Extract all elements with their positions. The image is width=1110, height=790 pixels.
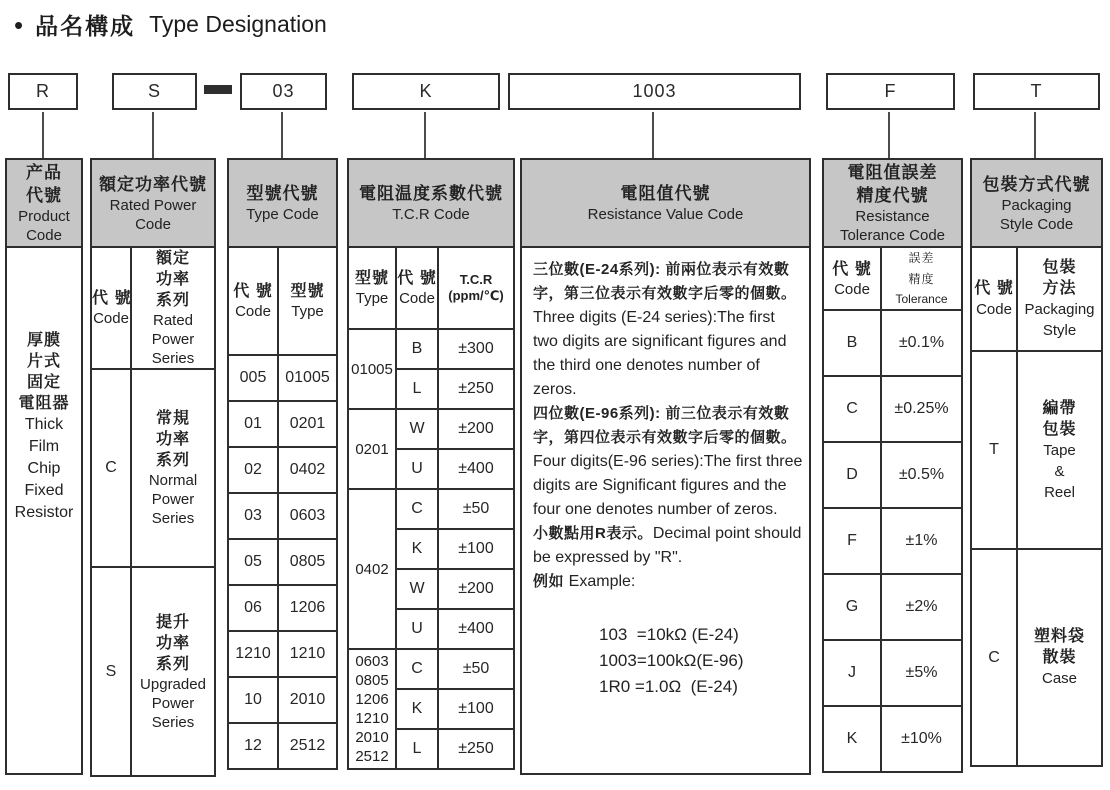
code-cell: J	[823, 640, 881, 706]
table-row	[348, 409, 514, 449]
text-line: Packaging	[1001, 196, 1072, 214]
text-line: Code	[976, 301, 1012, 318]
text-line: Product	[18, 208, 70, 225]
value-cell: 0805	[278, 539, 337, 585]
value-cell: ±0.5%	[881, 442, 962, 508]
code-cell: L	[396, 369, 438, 409]
tcr-value-cell: ±400	[438, 449, 514, 489]
text-line: 型號	[354, 270, 389, 287]
text-line: 0201	[355, 440, 389, 458]
text-line: 包裝	[1042, 259, 1077, 276]
text-line: 厚膜	[26, 332, 61, 349]
text-line: 散裝	[1042, 649, 1077, 666]
code-cell: F	[823, 508, 881, 574]
text-line: 2512	[355, 748, 389, 765]
paragraph	[533, 258, 803, 306]
examples-block	[533, 622, 803, 700]
text-line: Power	[151, 491, 195, 508]
table-row	[228, 401, 337, 447]
table-row	[228, 493, 337, 539]
text-line: 電阻值代號	[620, 184, 711, 203]
subheader-value-cell	[131, 247, 215, 369]
text-line: 功率	[155, 634, 190, 652]
text-line: 产品	[26, 163, 62, 182]
text-line: 電阻值誤差	[847, 163, 938, 182]
code-box-tcr: K	[352, 73, 500, 110]
code-cell: 06	[228, 585, 278, 631]
product-code-body	[5, 246, 83, 775]
subheader-value-cell	[881, 247, 962, 310]
subheader-value-cell	[1017, 247, 1102, 351]
paragraph	[533, 522, 803, 570]
text-line: 常規	[155, 410, 190, 427]
text-line: 電阻温度系數代號	[359, 184, 503, 203]
type-code-header	[227, 158, 338, 248]
table-row	[228, 585, 337, 631]
text-segment: Three digits (E-24 series):The first two digits are significant figures and the third one denotes number of zeros.	[533, 309, 787, 398]
table-row	[228, 447, 337, 493]
subheader-code-cell	[91, 247, 131, 369]
text-line: Normal	[148, 472, 198, 489]
text-line: Code	[135, 215, 171, 233]
dash-separator	[204, 85, 232, 94]
text-line: T.C.R	[459, 272, 493, 287]
column-tolerance-code	[822, 158, 963, 773]
table-row	[228, 723, 337, 769]
table-row	[228, 355, 337, 401]
subheader-code-cell	[228, 247, 278, 355]
tcr-value-cell: ±50	[438, 489, 514, 529]
value-cell	[131, 369, 215, 567]
text-line: Series	[151, 713, 195, 731]
table-subheader-row	[228, 247, 337, 355]
text-line: Style	[1042, 322, 1077, 339]
code-cell: 02	[228, 447, 278, 493]
value-cell: 2010	[278, 677, 337, 723]
subheader-code-cell	[396, 247, 438, 329]
code-box-tolerance: F	[826, 73, 955, 110]
subheader-value-cell	[278, 247, 337, 355]
example-line: 1R0 =1.0Ω (E-24)	[599, 677, 738, 696]
text-line: 提升	[155, 613, 190, 631]
rated-power-table	[90, 246, 216, 777]
connector-line	[1034, 112, 1036, 158]
connector-line	[152, 112, 154, 158]
table-body	[348, 247, 514, 769]
text-line: 固定	[26, 374, 61, 391]
tcr-value-cell: ±100	[438, 529, 514, 569]
text-line: 片式	[26, 353, 61, 370]
rated-power-header	[90, 158, 216, 248]
resistance-value-body	[520, 246, 811, 775]
code-cell: 005	[228, 355, 278, 401]
subheader-type-cell	[348, 247, 396, 329]
tolerance-code-table	[822, 246, 963, 773]
code-box-product: R	[8, 73, 78, 110]
code-cell: K	[396, 689, 438, 729]
paragraph	[533, 402, 803, 450]
tcr-value-cell: ±400	[438, 609, 514, 649]
value-cell	[1017, 351, 1102, 549]
code-cell: C	[396, 649, 438, 689]
code-box-resistance-value: 1003	[508, 73, 801, 110]
table-row	[823, 640, 962, 706]
text-line: &	[1054, 462, 1065, 480]
code-cell: K	[823, 706, 881, 772]
value-cell: 01005	[278, 355, 337, 401]
table-row	[823, 376, 962, 442]
paragraph	[533, 306, 803, 402]
code-cell: 05	[228, 539, 278, 585]
text-line: 編帶	[1042, 399, 1077, 417]
connector-line	[281, 112, 283, 158]
value-cell	[131, 567, 215, 776]
code-cell: W	[396, 409, 438, 449]
code-cell: W	[396, 569, 438, 609]
table-row	[91, 369, 215, 567]
text-line: 電阻器	[18, 395, 70, 412]
text-segment: 例如	[533, 573, 569, 590]
type-group-cell	[348, 329, 396, 409]
value-cell: 0603	[278, 493, 337, 539]
text-segment: 小數點用R表示。	[533, 525, 653, 542]
column-packaging-style-code	[970, 158, 1103, 767]
text-line: 包裝方式代號	[982, 174, 1091, 194]
tcr-value-cell: ±200	[438, 569, 514, 609]
text-line: 包裝	[1042, 420, 1077, 438]
tcr-value-cell: ±250	[438, 729, 514, 769]
text-line: 塑料袋	[1033, 628, 1085, 645]
text-segment: 四位數(E-96系列): 前三位表示有效數字，第四位表示有效數字后零的個數。	[533, 405, 797, 446]
text-line: 代 號	[233, 283, 273, 300]
text-line: Code	[26, 227, 62, 244]
table-row	[228, 539, 337, 585]
table-body	[228, 247, 337, 769]
example-line: 1003=100kΩ(E-96)	[599, 651, 744, 670]
code-cell: 10	[228, 677, 278, 723]
table-row	[823, 508, 962, 574]
code-box-rated-power: S	[112, 73, 197, 110]
table-row	[971, 351, 1102, 549]
text-line: Type Code	[246, 206, 319, 223]
bullet-icon: •	[14, 9, 24, 40]
tcr-code-header	[347, 158, 515, 248]
text-line: 精度	[908, 272, 935, 286]
code-cell: B	[823, 310, 881, 376]
value-cell: ±0.25%	[881, 376, 962, 442]
subheader-code-cell	[971, 247, 1017, 351]
value-cell	[1017, 549, 1102, 766]
tcr-value-cell: ±100	[438, 689, 514, 729]
value-cell: 2512	[278, 723, 337, 769]
code-cell: T	[971, 351, 1017, 549]
code-cell: B	[396, 329, 438, 369]
text-line: 方法	[1042, 280, 1077, 297]
text-line: 精度代號	[856, 186, 929, 205]
code-cell: 12	[228, 723, 278, 769]
value-cell: ±1%	[881, 508, 962, 574]
text-line: Power	[151, 694, 195, 712]
table-body	[823, 247, 962, 772]
text-line: Power	[151, 331, 195, 348]
connector-line	[652, 112, 654, 158]
code-cell: D	[823, 442, 881, 508]
text-line: 功率	[155, 271, 190, 288]
text-line: (ppm/℃)	[448, 288, 504, 303]
table-row	[823, 310, 962, 376]
table-body	[971, 247, 1102, 766]
value-cell: 1210	[278, 631, 337, 677]
table-body	[91, 247, 215, 776]
tolerance-code-header	[822, 158, 963, 248]
column-product-code	[5, 158, 83, 775]
code-cell: S	[91, 567, 131, 776]
column-tcr-code	[347, 158, 515, 770]
text-line: 0402	[355, 560, 389, 578]
text-line: 功率	[155, 431, 190, 448]
subheader-code-cell	[823, 247, 881, 310]
subheader-tcr-cell	[438, 247, 514, 329]
product-code-header	[5, 158, 83, 248]
value-cell: 0201	[278, 401, 337, 447]
table-subheader-row	[971, 247, 1102, 351]
connector-line	[42, 112, 44, 158]
code-cell: U	[396, 609, 438, 649]
text-line: 01005	[351, 360, 393, 378]
section-title	[14, 8, 327, 41]
table-row	[228, 677, 337, 723]
text-line: Thick	[24, 416, 64, 433]
text-line: Rated Power	[109, 196, 197, 214]
value-cell: ±5%	[881, 640, 962, 706]
table-row	[823, 706, 962, 772]
code-cell: 1210	[228, 631, 278, 677]
table-subheader-row	[91, 247, 215, 369]
text-line: T.C.R Code	[392, 206, 470, 223]
tcr-value-cell: ±300	[438, 329, 514, 369]
text-line: 額定	[155, 250, 190, 267]
paragraph	[533, 450, 803, 522]
text-line: Series	[151, 510, 195, 527]
section-title-cjk: 品名構成	[35, 13, 136, 39]
type-code-table	[227, 246, 338, 770]
table-row	[228, 631, 337, 677]
code-cell: C	[823, 376, 881, 442]
type-group-cell	[348, 649, 396, 769]
code-cell: U	[396, 449, 438, 489]
text-line: 1206	[355, 691, 389, 708]
text-line: Code	[93, 310, 129, 327]
text-line: Tolerance	[895, 292, 948, 306]
text-line: Case	[1041, 670, 1078, 687]
table-row	[348, 649, 514, 689]
value-cell: ±2%	[881, 574, 962, 640]
text-line: 0805	[355, 672, 389, 689]
connector-line	[888, 112, 890, 158]
connector-line	[424, 112, 426, 158]
text-segment: 三位數(E-24系列): 前兩位表示有效數字，第三位表示有效數字后零的個數。	[533, 261, 797, 302]
text-line: Type	[355, 290, 389, 307]
code-cell: G	[823, 574, 881, 640]
tcr-value-cell: ±250	[438, 369, 514, 409]
text-line: Reel	[1044, 483, 1075, 501]
tcr-value-cell: ±50	[438, 649, 514, 689]
text-line: Film	[28, 438, 60, 455]
code-cell: 03	[228, 493, 278, 539]
type-group-cell	[348, 489, 396, 649]
section-title-en: Type Designation	[149, 11, 327, 37]
text-segment: Example:	[568, 573, 636, 590]
text-line: Code	[399, 290, 435, 307]
example-line: 103 =10kΩ (E-24)	[599, 625, 739, 644]
packaging-style-table	[970, 246, 1103, 767]
text-line: Chip	[27, 460, 61, 477]
text-line: Resistor	[14, 504, 74, 521]
table-row	[348, 329, 514, 369]
code-box-packaging: T	[973, 73, 1100, 110]
text-line: 額定功率代號	[99, 174, 207, 194]
column-type-code	[227, 158, 338, 770]
text-line: 代 號	[397, 270, 437, 287]
text-line: 系列	[155, 452, 190, 469]
text-line: Tape	[1043, 441, 1076, 459]
text-line: Resistance	[855, 208, 930, 225]
text-line: 誤差	[908, 251, 935, 265]
text-segment: Decimal point should be expressed by "R".	[533, 525, 802, 566]
text-line: Packaging	[1024, 301, 1095, 318]
packaging-style-header	[970, 158, 1103, 248]
code-cell: C	[91, 369, 131, 567]
text-line: 系列	[155, 655, 190, 673]
text-line: Resistance Value Code	[587, 206, 744, 223]
tcr-code-table	[347, 246, 515, 770]
text-line: 1210	[355, 710, 389, 727]
text-line: Code	[235, 303, 271, 320]
table-row	[823, 442, 962, 508]
column-resistance-value-code	[520, 158, 811, 775]
text-line: 2010	[355, 729, 389, 746]
table-row	[971, 549, 1102, 766]
code-box-type: 03	[240, 73, 327, 110]
text-line: Code	[834, 280, 870, 298]
table-subheader-row	[823, 247, 962, 310]
text-line: Tolerance Code	[839, 227, 946, 244]
table-row	[823, 574, 962, 640]
text-line: 系列	[155, 292, 190, 309]
resistance-value-header	[520, 158, 811, 248]
text-line: 0603	[355, 653, 389, 670]
value-cell: 0402	[278, 447, 337, 493]
text-line: 代 號	[832, 260, 872, 278]
text-line: Upgraded	[140, 675, 206, 693]
text-line: Style Code	[999, 215, 1074, 233]
table-row	[348, 489, 514, 529]
text-segment: Four digits(E-96 series):The first three digits are Significant figures and the four one denotes number of zeros.	[533, 453, 803, 518]
text-line: 代號	[26, 186, 62, 205]
code-cell: L	[396, 729, 438, 769]
code-cell: K	[396, 529, 438, 569]
tcr-value-cell: ±200	[438, 409, 514, 449]
code-cell: C	[396, 489, 438, 529]
paragraph	[533, 570, 803, 594]
text-line: 代 號	[974, 280, 1014, 297]
text-line: 代 號	[92, 290, 132, 307]
code-cell: 01	[228, 401, 278, 447]
text-line: Fixed	[24, 482, 64, 499]
value-cell: ±10%	[881, 706, 962, 772]
text-line: Series	[151, 350, 195, 367]
text-line: 型號	[290, 283, 325, 300]
text-line: Rated	[152, 312, 194, 329]
value-cell: 1206	[278, 585, 337, 631]
column-rated-power-code	[90, 158, 216, 777]
table-row	[91, 567, 215, 776]
table-subheader-row	[348, 247, 514, 329]
text-line: 型號代號	[246, 184, 319, 203]
value-cell: ±0.1%	[881, 310, 962, 376]
type-group-cell	[348, 409, 396, 489]
text-line: Type	[291, 303, 324, 320]
code-cell: C	[971, 549, 1017, 766]
